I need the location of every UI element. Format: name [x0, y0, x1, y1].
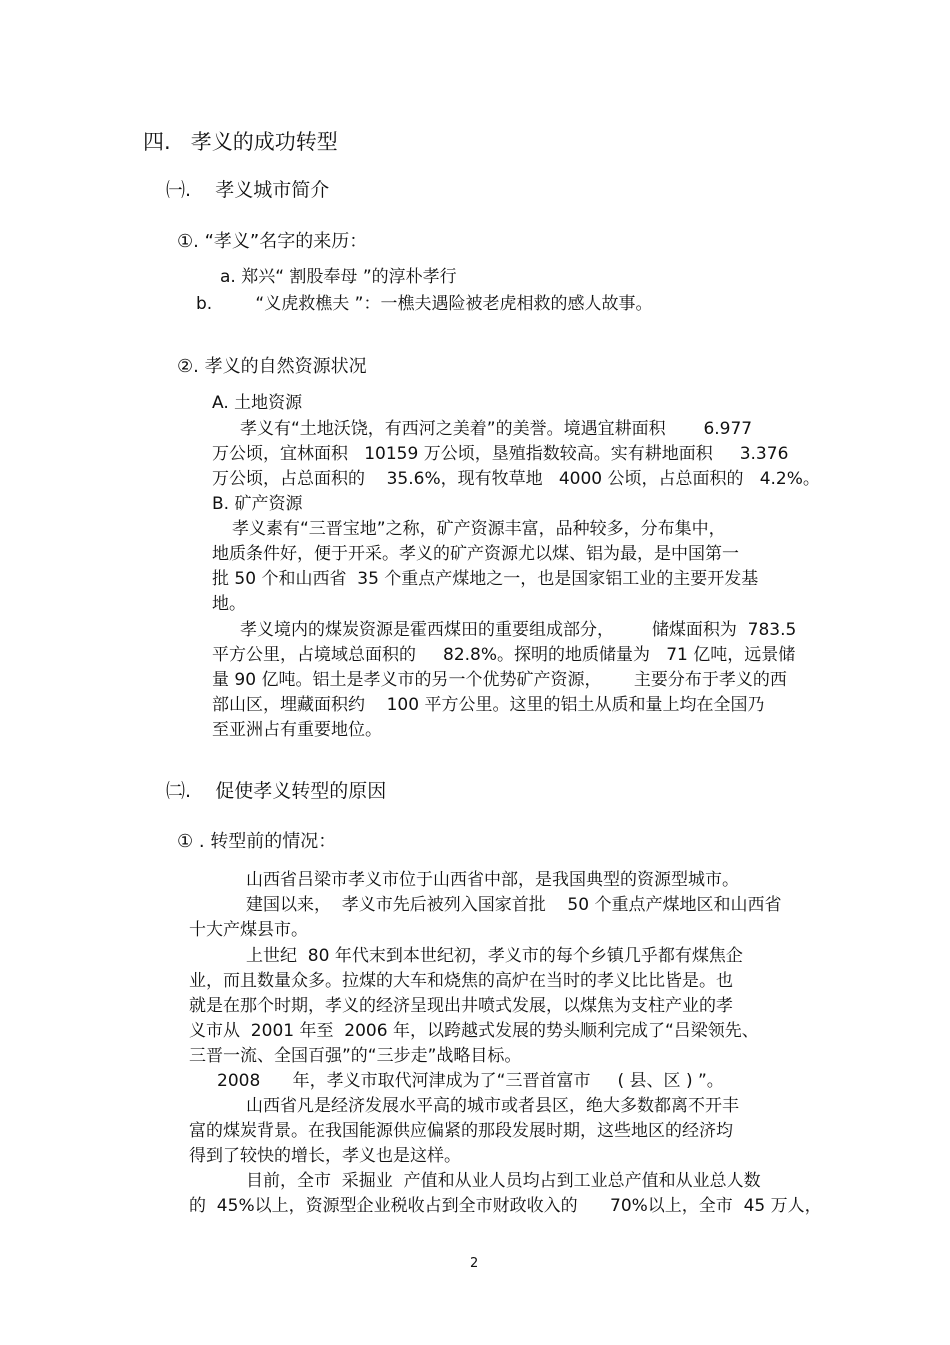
page-number: 2 [470, 1256, 479, 1271]
coal-line: 孝义境内的煤炭资源是霍西煤田的重要组成部分， 储煤面积为 783.5 [240, 620, 797, 640]
mineral-line: 批 50 个和山西省 35 个重点产煤地之一，也是国家铝工业的主要开发基 [212, 569, 759, 589]
land-line: 孝义有“土地沃饶，有西河之美着”的美誉。境遇宜耕面积 6.977 [240, 419, 753, 439]
pre-transition-title: ① . 转型前的情况： [177, 831, 337, 852]
coal-line: 至亚洲占有重要地位。 [212, 720, 382, 740]
land-line: 万公顷，宜林面积 10159 万公顷，垦殖指数较高。实有耕地面积 3.376 [212, 444, 789, 464]
item-1-title: ①. “孝义”名字的来历： [177, 231, 368, 252]
body-line: 业，而且数量众多。拉煤的大车和烧焦的高炉在当时的孝义比比皆是。也 [189, 971, 733, 991]
body-line: 得到了较快的增长，孝义也是这样。 [189, 1146, 461, 1166]
coal-line: 量 90 亿吨。铝土是孝义市的另一个优势矿产资源， 主要分布于孝义的西 [212, 670, 787, 690]
body-line: 建国以来， 孝义市先后被列入国家首批 50 个重点产煤地区和山西省 [246, 895, 782, 915]
body-line: 富的煤炭背景。在我国能源供应偏紧的那段发展时期，这些地区的经济均 [189, 1121, 733, 1141]
section-title: 四. 孝义的成功转型 [143, 130, 338, 154]
body-line: 山西省吕梁市孝义市位于山西省中部，是我国典型的资源型城市。 [246, 870, 739, 890]
mineral-line: 地质条件好，便于开采。孝义的矿产资源尤以煤、铝为最，是中国第一 [212, 544, 739, 564]
body-line: 义市从 2001 年至 2006 年，以跨越式发展的势头顺利完成了“吕梁领先、 [189, 1021, 759, 1041]
item-2-title: ②. 孝义的自然资源状况 [177, 356, 367, 377]
subsection-1-title: ㈠. 孝义城市简介 [166, 179, 330, 201]
body-line: 目前，全市 采掘业 产值和从业人员均占到工业总产值和从业总人数 [246, 1171, 761, 1191]
item-1-point-a: a. 郑兴“ 割股奉母 ”的淳朴孝行 [220, 267, 457, 287]
mineral-resources-label: B. 矿产资源 [212, 494, 303, 514]
body-line: 2008 年，孝义市取代河津成为了“三晋首富市 ( 县、区 ) ”。 [217, 1071, 724, 1091]
mineral-line: 地。 [212, 594, 246, 614]
body-line: 十大产煤县市。 [189, 920, 308, 940]
body-line: 的 45%以上，资源型企业税收占到全市财政收入的 70%以上，全市 45 万人， [189, 1196, 822, 1216]
item-1-point-b: b. “义虎救樵夫 ”：一樵夫遇险被老虎相救的感人故事。 [196, 294, 653, 314]
body-line: 就是在那个时期，孝义的经济呈现出井喷式发展，以煤焦为支柱产业的孝 [189, 996, 733, 1016]
coal-line: 部山区，埋藏面积约 100 平方公里。这里的铝土从质和量上均在全国乃 [212, 695, 765, 715]
land-resources-label: A. 土地资源 [212, 393, 303, 413]
body-line: 三晋一流、全国百强”的“三步走”战略目标。 [189, 1046, 522, 1066]
coal-line: 平方公里，占境域总面积的 82.8%。探明的地质储量为 71 亿吨，远景储 [212, 645, 796, 665]
body-line: 上世纪 80 年代末到本世纪初，孝义市的每个乡镇几乎都有煤焦企 [246, 946, 743, 966]
mineral-line: 孝义素有“三晋宝地”之称，矿产资源丰富，品种较多，分布集中， [232, 519, 726, 539]
body-line: 山西省凡是经济发展水平高的城市或者县区，绝大多数都离不开丰 [246, 1096, 739, 1116]
subsection-2-title: ㈡. 促使孝义转型的原因 [166, 780, 387, 802]
land-line: 万公顷，占总面积的 35.6%，现有牧草地 4000 公顷，占总面积的 4.2%。 [212, 469, 820, 489]
